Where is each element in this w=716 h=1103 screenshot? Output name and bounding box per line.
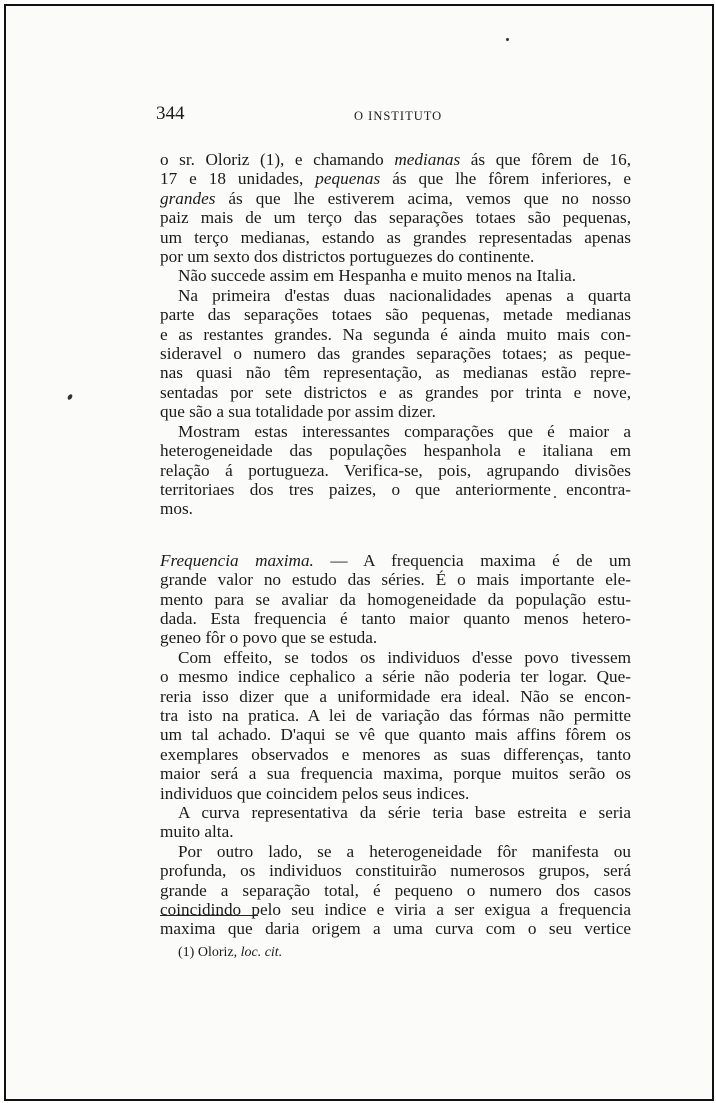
emphasis-term: grandes xyxy=(160,188,216,208)
text-line: individuos que coincidem pelos seus indices. xyxy=(160,783,470,803)
text-line: um tal achado. D'aqui se vê que quanto mais affins fôrem os xyxy=(160,725,631,745)
text-line: grande valor no estudo das séries. É o mais importante ele- xyxy=(160,570,631,590)
text-line: tra isto na pratica. A lei de variação das fórmas não permitte xyxy=(160,705,631,725)
text-line xyxy=(160,169,631,188)
text-line: heterogeneidade das populações hespanhola e italiana em xyxy=(160,441,631,461)
text-line: parte das separações totaes são pequenas, metade medianas xyxy=(160,305,631,325)
section-gap xyxy=(160,519,631,551)
text-line xyxy=(160,228,631,247)
text-line: Na primeira d'estas duas nacionalidades apenas a quarta xyxy=(178,285,631,305)
page-header xyxy=(156,103,636,129)
text-line: Por outro lado, se a heterogeneidade fôr manifesta ou xyxy=(178,841,631,861)
text-run: ás que fôrem de 16, xyxy=(460,150,631,169)
body-text xyxy=(160,150,631,939)
footnote-ref: loc. cit. xyxy=(240,945,283,960)
text-run: paiz mais de um terço das separações totaes são pequenas, xyxy=(160,208,631,228)
text-line: mento para se avaliar da homogeneidade da população estu- xyxy=(160,589,631,609)
text-line: grande a separação total, é pequeno o numero dos casos xyxy=(160,880,631,900)
text-line: o mesmo indice cephalico a série não poderia ter logar. Que- xyxy=(160,667,631,687)
text-line: coincidindo pelo seu indice e viria a ser exigua a frequencia xyxy=(160,900,631,920)
emphasis-term: medianas xyxy=(394,150,461,169)
footnote-rule xyxy=(160,915,258,916)
text-run: — A frequencia maxima é de um xyxy=(313,550,631,570)
text-line: sideravel o numero das grandes separações totaes; as peque- xyxy=(160,344,631,364)
text-line: Mostram estas interessantes comparações que é maior a xyxy=(178,421,631,441)
emphasis-term: pequenas xyxy=(315,169,381,189)
text-run: 17 e 18 unidades, xyxy=(160,169,316,189)
text-run: um terço medianas, estando as grandes representadas apenas xyxy=(160,227,631,247)
text-run: ás que lhe estiverem acima, vemos que no nosso xyxy=(215,188,631,208)
footnote xyxy=(178,945,282,961)
footnote-marker: (1) xyxy=(178,945,198,960)
page-number: 344 xyxy=(156,103,185,124)
text-line: relação á portugueza. Verifica-se, pois, agrupando divisões xyxy=(160,460,631,480)
text-line: dada. Esta frequencia é tanto maior quanto menos hetero- xyxy=(160,608,631,628)
text-run: ás que lhe fôrem inferiores, e xyxy=(380,169,631,189)
text-line: mos. xyxy=(160,499,193,519)
text-run: por um sexto dos districtos portuguezes do continente. xyxy=(160,247,535,267)
text-line: que são a sua totalidade por assim dizer. xyxy=(160,402,436,422)
text-line xyxy=(160,150,631,169)
print-speck xyxy=(67,393,74,400)
text-line: muito alta. xyxy=(160,822,234,842)
text-line xyxy=(160,208,631,227)
text-line: reria isso dizer que a uniformidade era ideal. Não se encon- xyxy=(160,686,631,706)
text-line: profunda, os individuos constituirão numerosos grupos, será xyxy=(160,861,631,881)
text-line xyxy=(160,247,631,266)
footnote-author: Oloriz, xyxy=(197,945,241,960)
running-head: O INSTITUTO xyxy=(354,109,443,123)
text-line xyxy=(160,189,631,208)
text-line: e as restantes grandes. Na segunda é ainda muito mais con- xyxy=(160,324,631,344)
text-line: sentadas por sete districtos e as grandes por trinta e nove, xyxy=(160,382,631,402)
text-line: territoriaes dos tres paizes, o que anteriormente encontra- xyxy=(160,479,631,499)
text-line xyxy=(160,551,631,570)
print-speck xyxy=(506,38,509,41)
text-line: Com effeito, se todos os individuos d'esse povo tivessem xyxy=(178,647,631,667)
text-line: Não succede assim em Hespanha e muito menos na Italia. xyxy=(178,266,577,286)
section-title: Frequencia maxima. xyxy=(160,550,314,570)
text-line: exemplares observados e menores as suas differenças, tanto xyxy=(160,744,631,764)
text-run: o sr. Oloriz (1), e chamando xyxy=(160,150,395,169)
text-line: nas quasi não têm representação, as medianas estão repre- xyxy=(160,363,631,383)
text-line: A curva representativa da série teria base estreita e seria xyxy=(178,803,631,822)
text-line: geneo fôr o povo que se estuda. xyxy=(160,628,378,648)
text-line: maxima que daria origem a uma curva com o seu vertice xyxy=(160,919,631,939)
text-line: maior será a sua frequencia maxima, porque muitos serão os xyxy=(160,764,631,784)
